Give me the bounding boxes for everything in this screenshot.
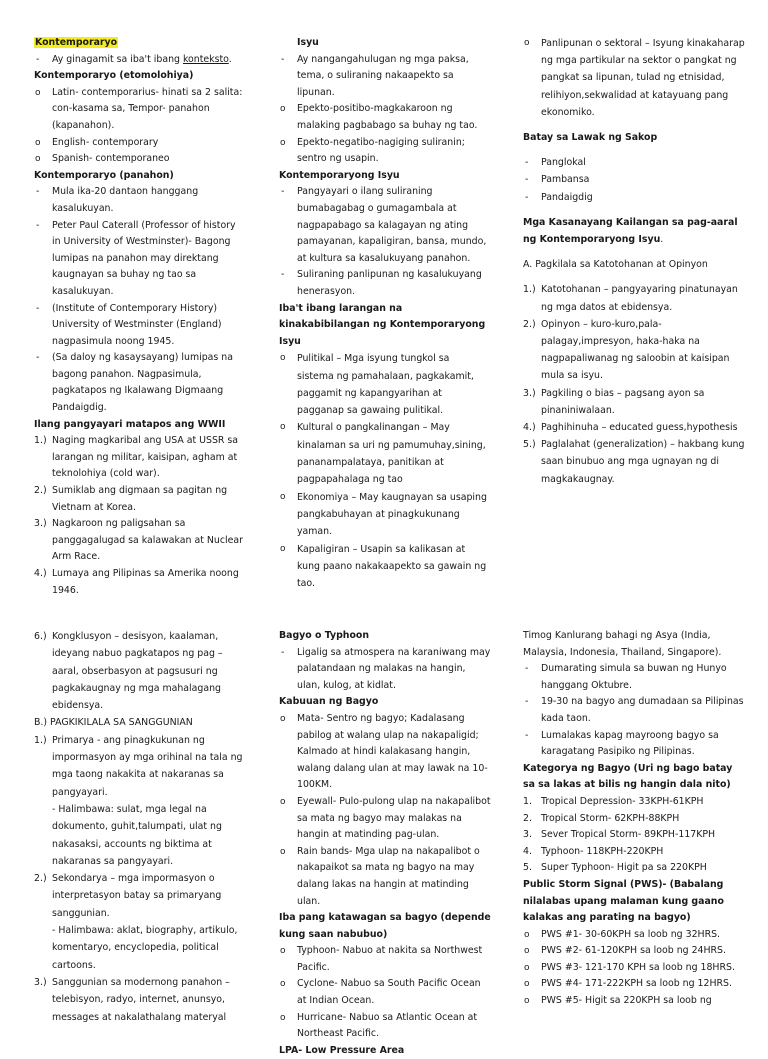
list-item: o Latin- contemporarius- hinati sa 2 salita: con-kasama sa, Tempor- panahon (kapanahon). [34, 85, 246, 135]
column-6 [523, 628, 745, 1010]
section-a-label: A. Pagkilala sa Katotohanan at Opinyon [523, 259, 708, 271]
list-item: o PWS #1- 30-60KPH sa loob ng 32HRS. [523, 927, 745, 944]
list-item: o Typhoon- Nabuo at nakita sa Northwest Pacific. [279, 943, 491, 976]
list-item: - Ligalig sa atmospera na karaniwang may palatandaan ng malakas na hangin, ulan, kulog, at kidlat. [279, 645, 491, 695]
list-item: - Lumalakas kapag mayroong bagyo sa karagatang Pasipiko ng Pilipinas. [523, 728, 745, 761]
list-item: - Panglokal [523, 154, 745, 171]
list-item: - Ay nangangahulugan ng mga paksa, tema, o suliraning nakaapekto sa lipunan. [279, 52, 489, 102]
list-item: 5.) Paglalahat (generalization) – hakbang kung saan binubuo ang mga ugnayan ng di magkakaugnay. [523, 439, 745, 485]
list-item: 3. Sever Tropical Storm- 89KPH-117KPH [523, 829, 716, 841]
list-item: 4.) Lumaya ang Pilipinas sa Amerika noong 1946. [34, 568, 239, 596]
list-item: - (Institute of Contemporary History) University of Westminster (England) nagpasimula noong 1945. [34, 301, 246, 351]
list-item: 2.) Sekondarya – mga impormasyon o interpretasyon batay sa primaryang sanggunian. [34, 873, 222, 919]
list-item: 1. Tropical Depression- 33KPH-61KPH [523, 795, 704, 807]
list-item: o Eyewall- Pulo-pulong ulap na nakapalibot sa mata ng bagyo may malakas na hangin at matinding pag-ulan. [279, 794, 491, 844]
list-item: - Suliraning panlipunan ng kasalukuyang henerasyon. [279, 267, 489, 300]
list-item: - Pambansa [523, 171, 745, 188]
list-item: 1.) Primarya - ang pinagkukunan ng impormasyon ay mga orihinal na tala ng mga taong nakakita at nakaranas sa pangyayari. [34, 734, 243, 798]
example-text: - Halimbawa: sulat, mga legal na dokumento, guhit,talumpati, ulat ng nakasaksi, accounts ng biktima at nakaranas sa pangyayari. [52, 803, 222, 867]
intro-text: Timog Kanlurang bahagi ng Asya (India, Malaysia, Indonesia, Thailand, Singapore). [523, 630, 722, 658]
heading-saklaw: Batay sa Lawak ng Sakop [523, 132, 658, 144]
heading-pws: Public Storm Signal (PWS)- (Babalang nilalabas upang malaman kung gaano kalakas ang parating na bagyo) [523, 878, 724, 924]
heading-wwii: Ilang pangyayari matapos ang WWII [34, 418, 226, 430]
list-item: o PWS #2- 61-120KPH sa loob ng 24HRS. [523, 943, 745, 960]
list-item: - Pangyayari o ilang suliraning bumabagabag o gumagambala at nagpapabago sa kalagayan ng ating pamayanan, kapaligiran, bansa, mundo, at kultura sa kasalukuyang panahon. [279, 184, 489, 267]
example-text: - Halimbawa: aklat, biography, artikulo, komentaryo, encyclopedia, political cartoons. [52, 925, 238, 971]
list-item: - Ay ginagamit sa iba't ibang konteksto. [34, 52, 246, 69]
list-item: - Dumarating simula sa buwan ng Hunyo hanggang Oktubre. [523, 661, 745, 694]
list-item: o Cyclone- Nabuo sa South Pacific Ocean at Indian Ocean. [279, 976, 491, 1009]
list-item: o PWS #3- 121-170 KPH sa loob ng 18HRS. [523, 960, 745, 977]
list-item: 1.) Katotohanan – pangyayaring pinatunayan ng mga datos at ebidensya. [523, 284, 738, 313]
heading-kontemporaryong-isyu: Kontemporaryong Isyu [279, 169, 400, 181]
heading-larangan: Iba't ibang larangan na kinakabibilangan ng Kontemporaryong Isyu [279, 302, 486, 347]
list-item: o Kultural o pangkalinangan – May kinalaman sa uri ng pamumuhay,sining, pananampalataya, panitikan at pagpapahalaga ng tao [279, 419, 489, 488]
section-title-kontemporaryo: Kontemporaryo [35, 37, 118, 48]
list-item: 2. Tropical Storm- 62KPH-88KPH [523, 812, 680, 824]
heading-katawagan: Iba pang katawagan sa bagyo (depende kung saan nabubuo) [279, 912, 491, 940]
list-item: 2.) Sumiklab ang digmaan sa pagitan ng Vietnam at Korea. [34, 485, 228, 513]
list-item: 2.) Opinyon – kuro-kuro,pala-palagay,impresyon, haka-haka na nagpapaliwanag ng saloobin at kaisipan mula sa isyu. [523, 318, 730, 382]
heading-panahon: Kontemporaryo (panahon) [34, 169, 174, 181]
list-item: o English- contemporary [34, 135, 246, 152]
column-2 [279, 35, 489, 592]
list-item: o Panlipunan o sektoral – Isyung kinakaharap ng mga partikular na sektor o pangkat ng pangkat sa lipunan, tulad ng etnisidad, relihiyon,sekwalidad at katayuang pang ekonomiko. [523, 35, 745, 121]
list-item: o Hurricane- Nabuo sa Atlantic Ocean at Northeast Pacific. [279, 1010, 491, 1043]
list-item: 3.) Sanggunian sa modernong panahon – telebisyon, radyo, internet, anunsyo, messages at nakalathalang materyal [34, 976, 230, 1023]
heading-etymology: Kontemporaryo (etomolohiya) [34, 70, 194, 82]
list-item: o Rain bands- Mga ulap na nakapalibot o nakapaikot sa mata ng bagyo na may dalang lakas na hangin at matinding ulan. [279, 844, 491, 910]
list-item: - (Sa daloy ng kasaysayang) lumipas na bagong panahon. Nagpasimula, pagkatapos ng Ikalawang Digmaang Pandaigdig. [34, 350, 246, 416]
list-item: o PWS #4- 171-222KPH sa loob ng 12HRS. [523, 976, 745, 993]
list-item: o PWS #5- Higit sa 220KPH sa loob ng [523, 993, 745, 1010]
heading-bagyo: Bagyo o Typhoon [279, 630, 370, 641]
list-item: o Mata- Sentro ng bagyo; Kadalasang pabilog at walang ulap na nakapaligid; Kalmado at hindi kalakasang hangin, walang dalang ulan at may lawak na 10-100KM. [279, 711, 491, 794]
list-item: 4.) Paghihinuha – educated guess,hypothesis [523, 422, 738, 434]
column-3 [523, 35, 745, 488]
column-1 [34, 35, 246, 599]
section-b-label: B.) PAGKIKILALA SA SANGGUNIAN [34, 717, 193, 729]
list-item: o Epekto-positibo-magkakaroon ng malaking pagbabago sa buhay ng tao. [279, 101, 489, 134]
list-item: o Epekto-negatibo-nagiging suliranin; sentro ng usapin. [279, 135, 489, 168]
list-item: - Peter Paul Caterall (Professor of history in University of Westminster)- Bagong lumipas na panahon may direktang kaugnayan sa buhay ng tao sa kasalukuyan. [34, 218, 246, 301]
list-item: - Mula ika-20 dantaon hanggang kasalukuyan. [34, 184, 246, 217]
heading-lpa: LPA- Low Pressure Area [279, 1044, 405, 1056]
column-4 [34, 628, 248, 1026]
list-item: 4. Typhoon- 118KPH-220KPH [523, 845, 664, 857]
list-item: - 19-30 na bagyo ang dumadaan sa Pilipinas kada taon. [523, 694, 745, 727]
heading-kategorya: Kategorya ng Bagyo (Uri ng bago batay sa sa lakas at bilis ng hangin dala nito) [523, 762, 733, 791]
list-item: o Spanish- contemporaneo [34, 151, 246, 168]
list-item: - Pandaigdig [523, 189, 745, 206]
heading-kabuuan: Kabuuan ng Bagyo [279, 696, 379, 708]
list-item: 6.) Kongklusyon – desisyon, kaalaman, ideyang nabuo pagkatapos ng pag – aaral, obserbasyon at pagsusuri ng pagkakaugnay ng mga mahalagang ebidensya. [34, 631, 223, 712]
column-5 [279, 628, 491, 1059]
heading-kasanayan: Mga Kasanayang Kailangan sa pag-aaral ng Kontemporaryong Isyu. [523, 216, 738, 246]
list-item: 5. Super Typhoon- Higit pa sa 220KPH [523, 862, 707, 874]
list-item: o Kapaligiran – Usapin sa kalikasan at kung paano nakakaapekto sa gawain ng tao. [279, 541, 489, 593]
list-item: 3.) Pagkiling o bias – pagsang ayon sa pinaniniwalaan. [523, 387, 705, 416]
list-item: 3.) Nagkaroon ng paligsahan sa panggagalugad sa kalawakan at Nuclear Arm Race. [34, 518, 243, 563]
list-item: o Pulitikal – Mga isyung tungkol sa sistema ng pamahalaan, pagkakamit, paggamit ng kapangyarihan at pagganap sa gawaing pulitikal. [279, 350, 489, 419]
list-item: o Ekonomiya – May kaugnayan sa usaping pangkabuhayan at pinagkukunang yaman. [279, 489, 489, 541]
list-item: 1.) Naging magkaribal ang USA at USSR sa larangan ng militar, kaisipan, agham at teknolohiya (cold war). [34, 435, 239, 480]
heading-isyu: Isyu [297, 37, 319, 48]
